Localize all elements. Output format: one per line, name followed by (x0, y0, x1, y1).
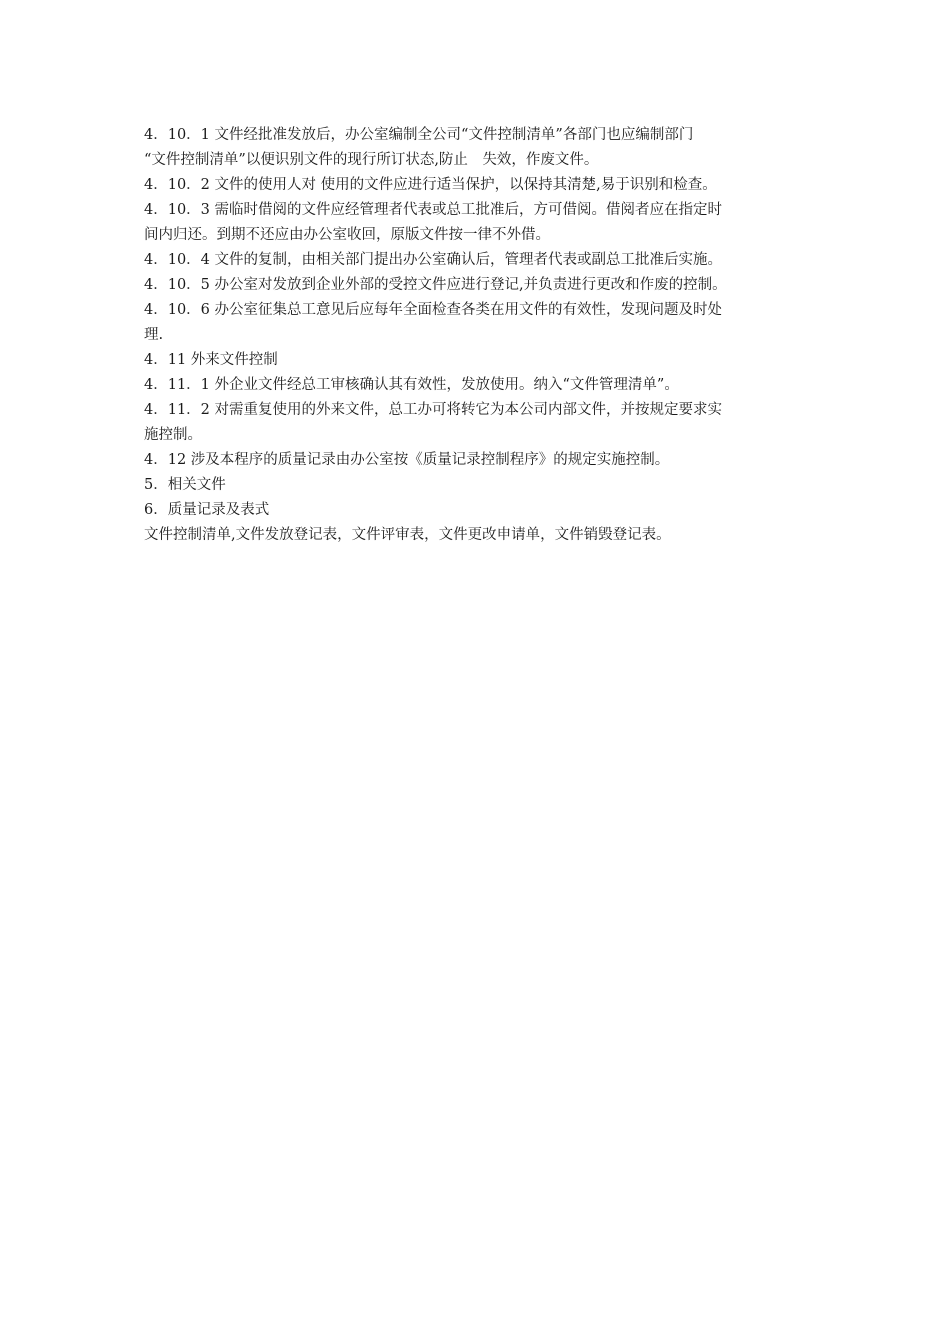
clause-4-10-6-line-2: 理. (144, 327, 164, 343)
section-5-heading: 5．相关文件 (144, 477, 226, 493)
clause-4-10-3-line-2: 间内归还。到期不还应由办公室收回，原版文件按一律不外借。 (144, 227, 550, 243)
section-4-11-heading: 4．11 外来文件控制 (144, 352, 278, 368)
clause-4-10-2: 4．10．2 文件的使用人对 使用的文件应进行适当保护，以保持其清楚,易于识别和检查。 (144, 177, 717, 193)
clause-4-10-1-line-2: “文件控制清单”以便识别文件的现行所订状态,防止 失效，作废文件。 (144, 152, 599, 168)
records-list: 文件控制清单,文件发放登记表，文件评审表，文件更改申请单，文件销毁登记表。 (144, 527, 671, 543)
clause-4-11-2-line-2: 施控制。 (144, 427, 202, 443)
clause-4-12: 4．12 涉及本程序的质量记录由办公室按《质量记录控制程序》的规定实施控制。 (144, 452, 670, 468)
document-body (144, 123, 812, 548)
clause-4-11-1: 4．11．1 外企业文件经总工审核确认其有效性，发放使用。纳入“文件管理清单”。 (144, 377, 679, 393)
clause-4-10-5: 4．10．5 办公室对发放到企业外部的受控文件应进行登记,并负责进行更改和作废的控制。 (144, 277, 727, 293)
clause-4-10-4: 4．10．4 文件的复制，由相关部门提出办公室确认后，管理者代表或副总工批准后实施。 (144, 252, 723, 268)
section-6-heading: 6．质量记录及表式 (144, 502, 270, 518)
clause-4-11-2-line-1: 4．11．2 对需重复使用的外来文件，总工办可将转它为本公司内部文件，并按规定要求实 (144, 402, 723, 418)
clause-4-10-3-line-1: 4．10．3 需临时借阅的文件应经管理者代表或总工批准后，方可借阅。借阅者应在指定时 (144, 202, 723, 218)
clause-4-10-1-line-1: 4．10．1 文件经批准发放后，办公室编制全公司“文件控制清单”各部门也应编制部门 (144, 127, 694, 143)
clause-4-10-6-line-1: 4．10．6 办公室征集总工意见后应每年全面检查各类在用文件的有效性，发现问题及时处 (144, 302, 723, 318)
